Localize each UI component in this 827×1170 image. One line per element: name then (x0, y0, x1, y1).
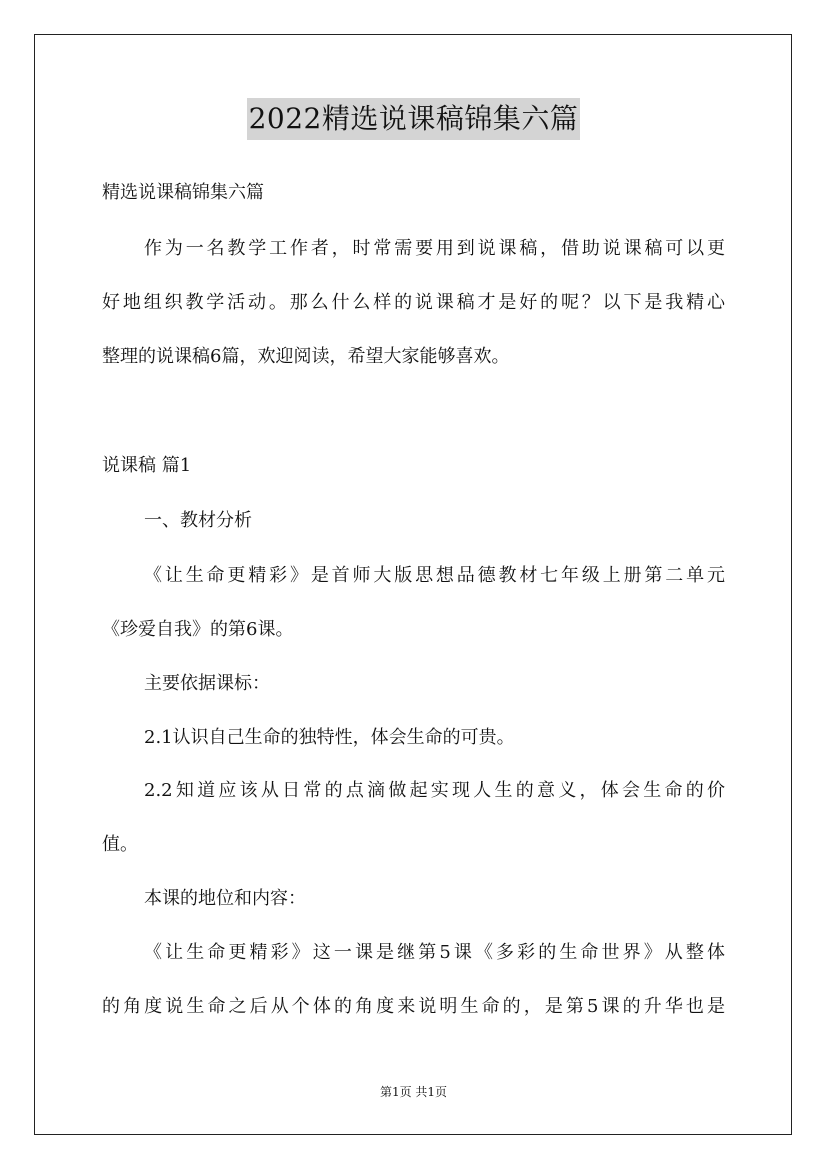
subtitle: 精选说课稿锦集六篇 (102, 182, 264, 203)
intro-line-1: 作为一名教学工作者，时常需要用到说课稿，借助说课稿可以更 (144, 238, 725, 259)
basis-heading: 主要依据课标： (144, 673, 270, 694)
standard-2-2-line-2: 值。 (102, 834, 138, 855)
document-title (0, 98, 827, 140)
position-heading: 本课的地位和内容： (144, 888, 306, 909)
intro-line-2: 好地组织教学活动。那么什么样的说课稿才是好的呢？以下是我精心 (102, 292, 725, 313)
page-footer: 第1页 共1页 (379, 1085, 448, 1099)
section-heading: 说课稿 篇1 (102, 455, 192, 476)
paragraph-1-line-1: 《让生命更精彩》是首师大版思想品德教材七年级上册第二单元 (144, 565, 725, 586)
paragraph-1-line-2: 《珍爱自我》的第6课。 (102, 619, 294, 640)
intro-line-3: 整理的说课稿6篇，欢迎阅读，希望大家能够喜欢。 (102, 346, 510, 367)
standard-2-1: 2.1认识自己生命的独特性，体会生命的可贵。 (144, 727, 515, 748)
title-text: 2022精选说课稿锦集六篇 (247, 98, 581, 140)
standard-2-2-line-1: 2.2知道应该从日常的点滴做起实现人生的意义，体会生命的价 (144, 780, 725, 801)
paragraph-2-line-2: 的角度说生命之后从个体的角度来说明生命的，是第5课的升华也是 (102, 996, 725, 1017)
part-heading: 一、教材分析 (144, 510, 252, 531)
paragraph-2-line-1: 《让生命更精彩》这一课是继第5课《多彩的生命世界》从整体 (144, 942, 725, 963)
